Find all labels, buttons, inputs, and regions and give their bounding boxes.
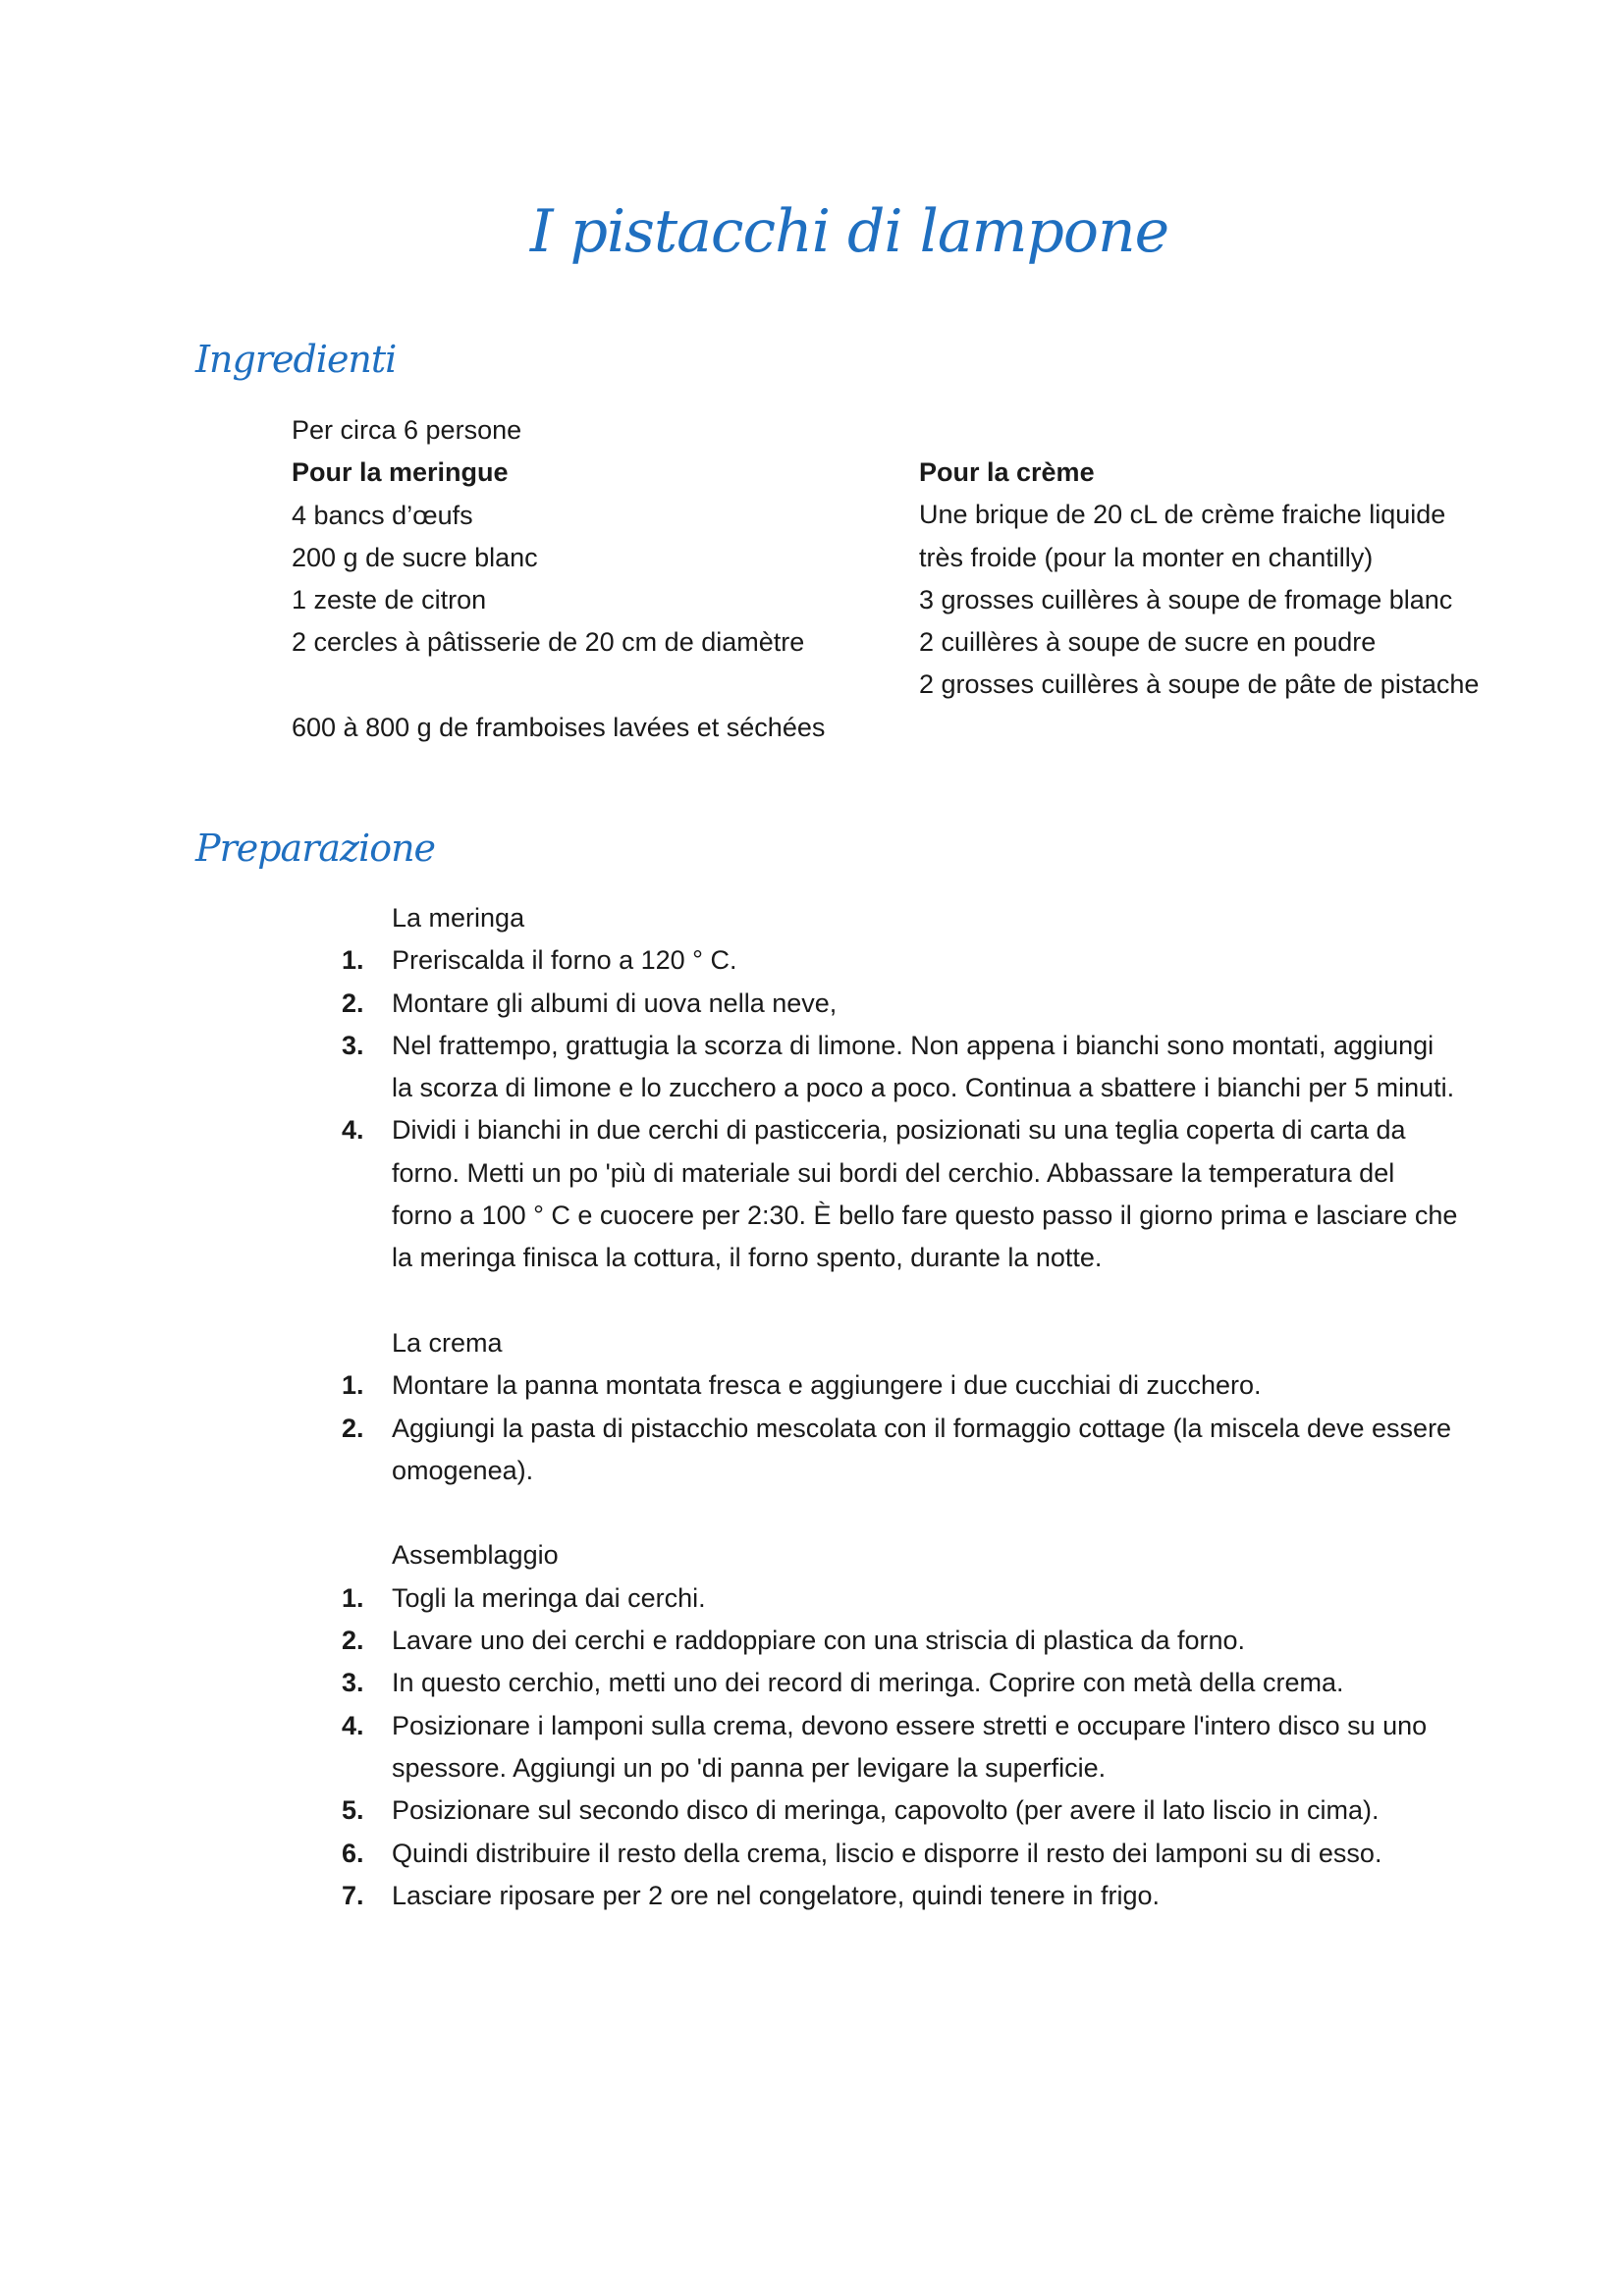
- prep-group-title: La crema: [392, 1327, 503, 1358]
- cream-ingredient: 2 cuillères à soupe de sucre en poudre: [919, 627, 1377, 658]
- page-title: I pistacchi di lampone: [529, 197, 1169, 266]
- step-line: omogenea).: [392, 1455, 534, 1485]
- step-number: 2.: [342, 1413, 364, 1443]
- meringue-ingredient: 2 cercles à pâtisserie de 20 cm de diamètre: [292, 627, 805, 658]
- meringue-subheading: Pour la meringue: [292, 457, 509, 488]
- step-line: la meringa finisca la cottura, il forno spento, durante la notte.: [392, 1243, 1103, 1273]
- step-number: 7.: [342, 1880, 364, 1910]
- list-item: [292, 1833, 1509, 1875]
- step-number: 3.: [342, 1668, 364, 1698]
- blank-line: [292, 1280, 1509, 1322]
- step-line: forno a 100 ° C e cuocere per 2:30. È bello fare questo passo il giorno prima e lasciare che: [392, 1201, 1458, 1231]
- step-text: [392, 1705, 1509, 1790]
- step-text: [392, 1620, 1509, 1662]
- list-item: [292, 1025, 1509, 1110]
- blank-line: [292, 1492, 1509, 1534]
- step-number: 6.: [342, 1838, 364, 1868]
- ingredients-left-column: [292, 409, 881, 749]
- list-item: [292, 1364, 1509, 1407]
- step-line: Posizionare i lamponi sulla crema, devono essere stretti e occupare l'intero disco su uno: [392, 1710, 1428, 1740]
- step-text: [392, 939, 1509, 982]
- prep-group-title: La meringa: [392, 903, 525, 933]
- step-number: 4.: [342, 1710, 364, 1740]
- step-line: Dividi i bianchi in due cerchi di pasticceria, posizionati su una teglia coperta di carta da: [392, 1115, 1406, 1146]
- step-text: [392, 1662, 1509, 1704]
- step-text: [392, 1408, 1509, 1493]
- step-line: Preriscalda il forno a 120 ° C.: [392, 945, 737, 976]
- ingredients-heading: Ingredienti: [195, 338, 397, 381]
- step-line: Montare gli albumi di uova nella neve,: [392, 988, 838, 1018]
- step-text: [392, 1789, 1509, 1832]
- step-line: forno. Metti un po 'più di materiale sui bordi del cerchio. Abbassare la temperatura del: [392, 1157, 1395, 1188]
- step-number: 4.: [342, 1115, 364, 1146]
- cream-subheading: Pour la crème: [919, 457, 1095, 487]
- list-item: [292, 1620, 1509, 1662]
- step-text: [392, 1577, 1509, 1620]
- list-item: [292, 1875, 1509, 1917]
- step-number: 1.: [342, 945, 364, 976]
- step-number: 1.: [342, 1370, 364, 1401]
- step-text: [392, 1109, 1509, 1279]
- list-item: [292, 1577, 1509, 1620]
- prep-group-title: Assemblaggio: [392, 1540, 559, 1571]
- meringue-ingredient: 1 zeste de citron: [292, 585, 487, 615]
- cream-ingredient: 2 grosses cuillères à soupe de pâte de pistache: [919, 669, 1480, 700]
- step-line: Quindi distribuire il resto della crema, liscio e disporre il resto dei lamponi su di esso.: [392, 1838, 1382, 1868]
- step-text: [392, 1364, 1509, 1407]
- step-line: Nel frattempo, grattugia la scorza di limone. Non appena i bianchi sono montati, aggiungi: [392, 1030, 1435, 1060]
- step-text: [392, 1025, 1509, 1110]
- step-text: [392, 1833, 1509, 1875]
- step-line: In questo cerchio, metti uno dei record di meringa. Coprire con metà della crema.: [392, 1668, 1344, 1698]
- list-item: [292, 1408, 1509, 1493]
- meringue-ingredient: 4 bancs d’œufs: [292, 500, 473, 530]
- list-item: [292, 983, 1509, 1025]
- step-line: Togli la meringa dai cerchi.: [392, 1582, 706, 1613]
- cream-ingredient: très froide (pour la monter en chantilly): [919, 542, 1374, 572]
- cream-ingredient: Une brique de 20 cL de crème fraiche liquide: [919, 500, 1446, 530]
- step-line: Aggiungi la pasta di pistacchio mescolata con il formaggio cottage (la miscela deve essere: [392, 1413, 1452, 1443]
- step-line: Lasciare riposare per 2 ore nel congelatore, quindi tenere in frigo.: [392, 1880, 1160, 1910]
- step-line: spessore. Aggiungi un po 'di panna per levigare la superficie.: [392, 1752, 1107, 1783]
- step-number: 1.: [342, 1582, 364, 1613]
- list-item: [292, 1662, 1509, 1704]
- cream-ingredient: 3 grosses cuillères à soupe de fromage blanc: [919, 584, 1453, 614]
- ingredients-right-column: [919, 452, 1528, 707]
- list-item: [292, 1789, 1509, 1832]
- raspberries-ingredient: 600 à 800 g de framboises lavées et séchées: [292, 713, 826, 743]
- servings-text: Per circa 6 persone: [292, 415, 522, 445]
- step-line: Lavare uno dei cerchi e raddoppiare con una striscia di plastica da forno.: [392, 1626, 1246, 1656]
- preparation-heading: Preparazione: [195, 827, 436, 870]
- step-line: Posizionare sul secondo disco di meringa, capovolto (per avere il lato liscio in cima).: [392, 1795, 1380, 1826]
- list-item: [292, 939, 1509, 982]
- list-item: [292, 1109, 1509, 1279]
- blank-line: [292, 665, 881, 707]
- step-line: la scorza di limone e lo zucchero a poco a poco. Continua a sbattere i bianchi per 5 minuti.: [392, 1073, 1455, 1103]
- meringue-ingredient: 200 g de sucre blanc: [292, 542, 538, 572]
- list-item: [292, 1705, 1509, 1790]
- preparation-body: [292, 897, 1509, 1917]
- step-number: 3.: [342, 1030, 364, 1060]
- step-text: [392, 983, 1509, 1025]
- step-text: [392, 1875, 1509, 1917]
- step-number: 2.: [342, 988, 364, 1018]
- step-number: 2.: [342, 1626, 364, 1656]
- step-number: 5.: [342, 1795, 364, 1826]
- step-line: Montare la panna montata fresca e aggiungere i due cucchiai di zucchero.: [392, 1370, 1262, 1401]
